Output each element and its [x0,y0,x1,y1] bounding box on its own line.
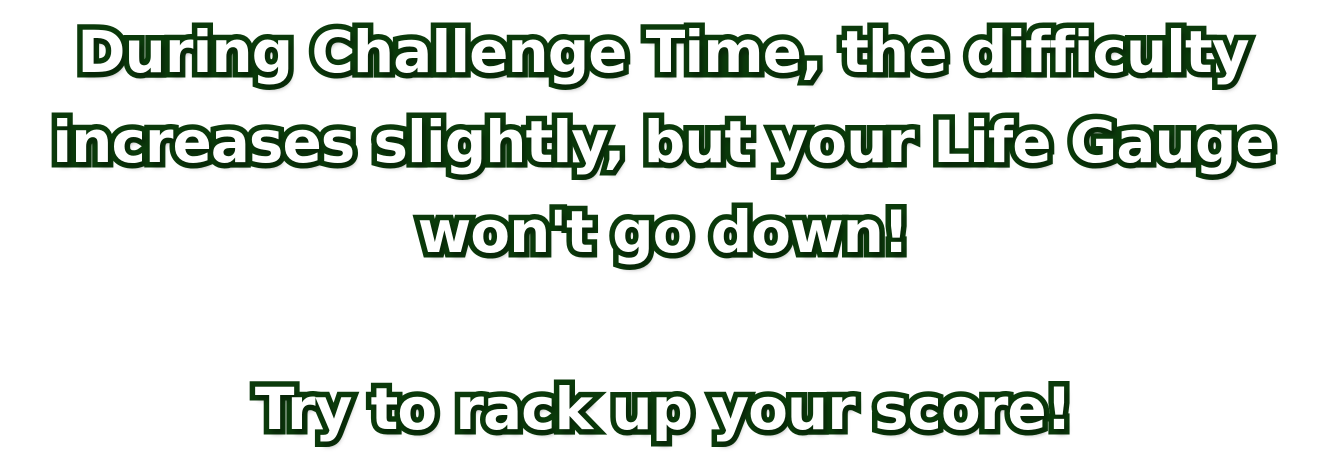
message-line-4: Try to rack up your score! [254,375,1072,443]
message-line-3: won't go down! [417,198,909,266]
message-line-1: During Challenge Time, the difficulty [77,18,1249,86]
message-line-2: increases slightly, but your Life Gauge [52,108,1274,176]
